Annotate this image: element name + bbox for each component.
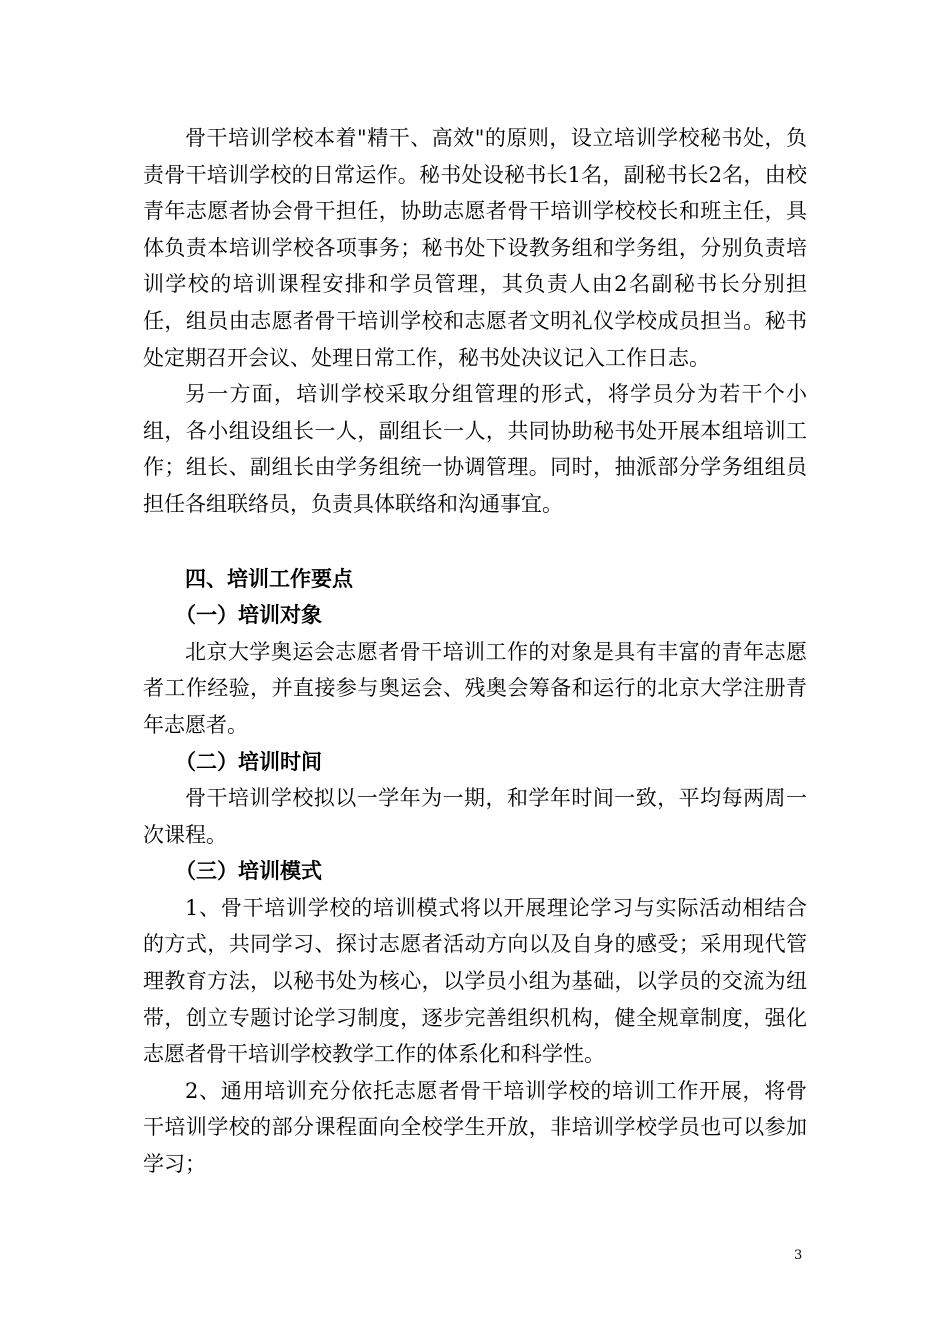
paragraph-training-mode-item-2: 2、通用培训充分依托志愿者骨干培训学校的培训工作开展，将骨干培训学校的部分课程面向全校学生开放，非培训学校学员也可以参加学习；: [143, 1078, 807, 1177]
page-body: [143, 120, 807, 1183]
subheading-training-target: （一）培训对象: [175, 602, 322, 628]
paragraph-training-time: 骨干培训学校拟以一学年为一期，和学年时间一致，平均每两周一次课程。: [143, 786, 807, 847]
paragraph-training-target: 北京大学奥运会志愿者骨干培训工作的对象是具有丰富的青年志愿者工作经验，并直接参与奥运会、残奥会筹备和运行的北京大学注册青年志愿者。: [143, 639, 807, 737]
paragraph-training-mode-item-1: 1、骨干培训学校的培训模式将以开展理论学习与实际活动相结合的方式，共同学习、探讨志愿者活动方向以及自身的感受；采用现代管理教育方法，以秘书处为核心，以学员小组为基础，以学员的交流为纽带，创立专题讨论学习制度，逐步完善组织机构，健全规章制度，强化志愿者骨干培训学校教学工作的体系化和科学性。: [143, 895, 807, 1067]
section-heading-training-points: 四、培训工作要点: [185, 565, 353, 591]
subheading-training-mode: （三）培训模式: [175, 858, 322, 884]
paragraph-group-management: 另一方面，培训学校采取分组管理的形式，将学员分为若干个小组，各小组设组长一人，副组长一人，共同协助秘书处开展本组培训工作；组长、副组长由学务组统一协调管理。同时，抽派部分学务组组员担任各组联络员，负责具体联络和沟通事宜。: [143, 382, 807, 516]
paragraph-secretariat: 骨干培训学校本着"精干、高效"的原则，设立培训学校秘书处，负责骨干培训学校的日常运作。秘书处设秘书长1名，副秘书长2名，由校青年志愿者协会骨干担任，协助志愿者骨干培训学校校长和班主任，具体负责本培训学校各项事务；秘书处下设教务组和学务组，分别负责培训学校的培训课程安排和学员管理，其负责人由2名副秘书长分别担任，组员由志愿者骨干培训学校和志愿者文明礼仪学校成员担当。秘书处定期召开会议、处理日常工作，秘书处决议记入工作日志。: [143, 126, 807, 370]
page-number: 3: [794, 1248, 803, 1263]
subheading-training-time: （二）培训时间: [175, 748, 322, 774]
